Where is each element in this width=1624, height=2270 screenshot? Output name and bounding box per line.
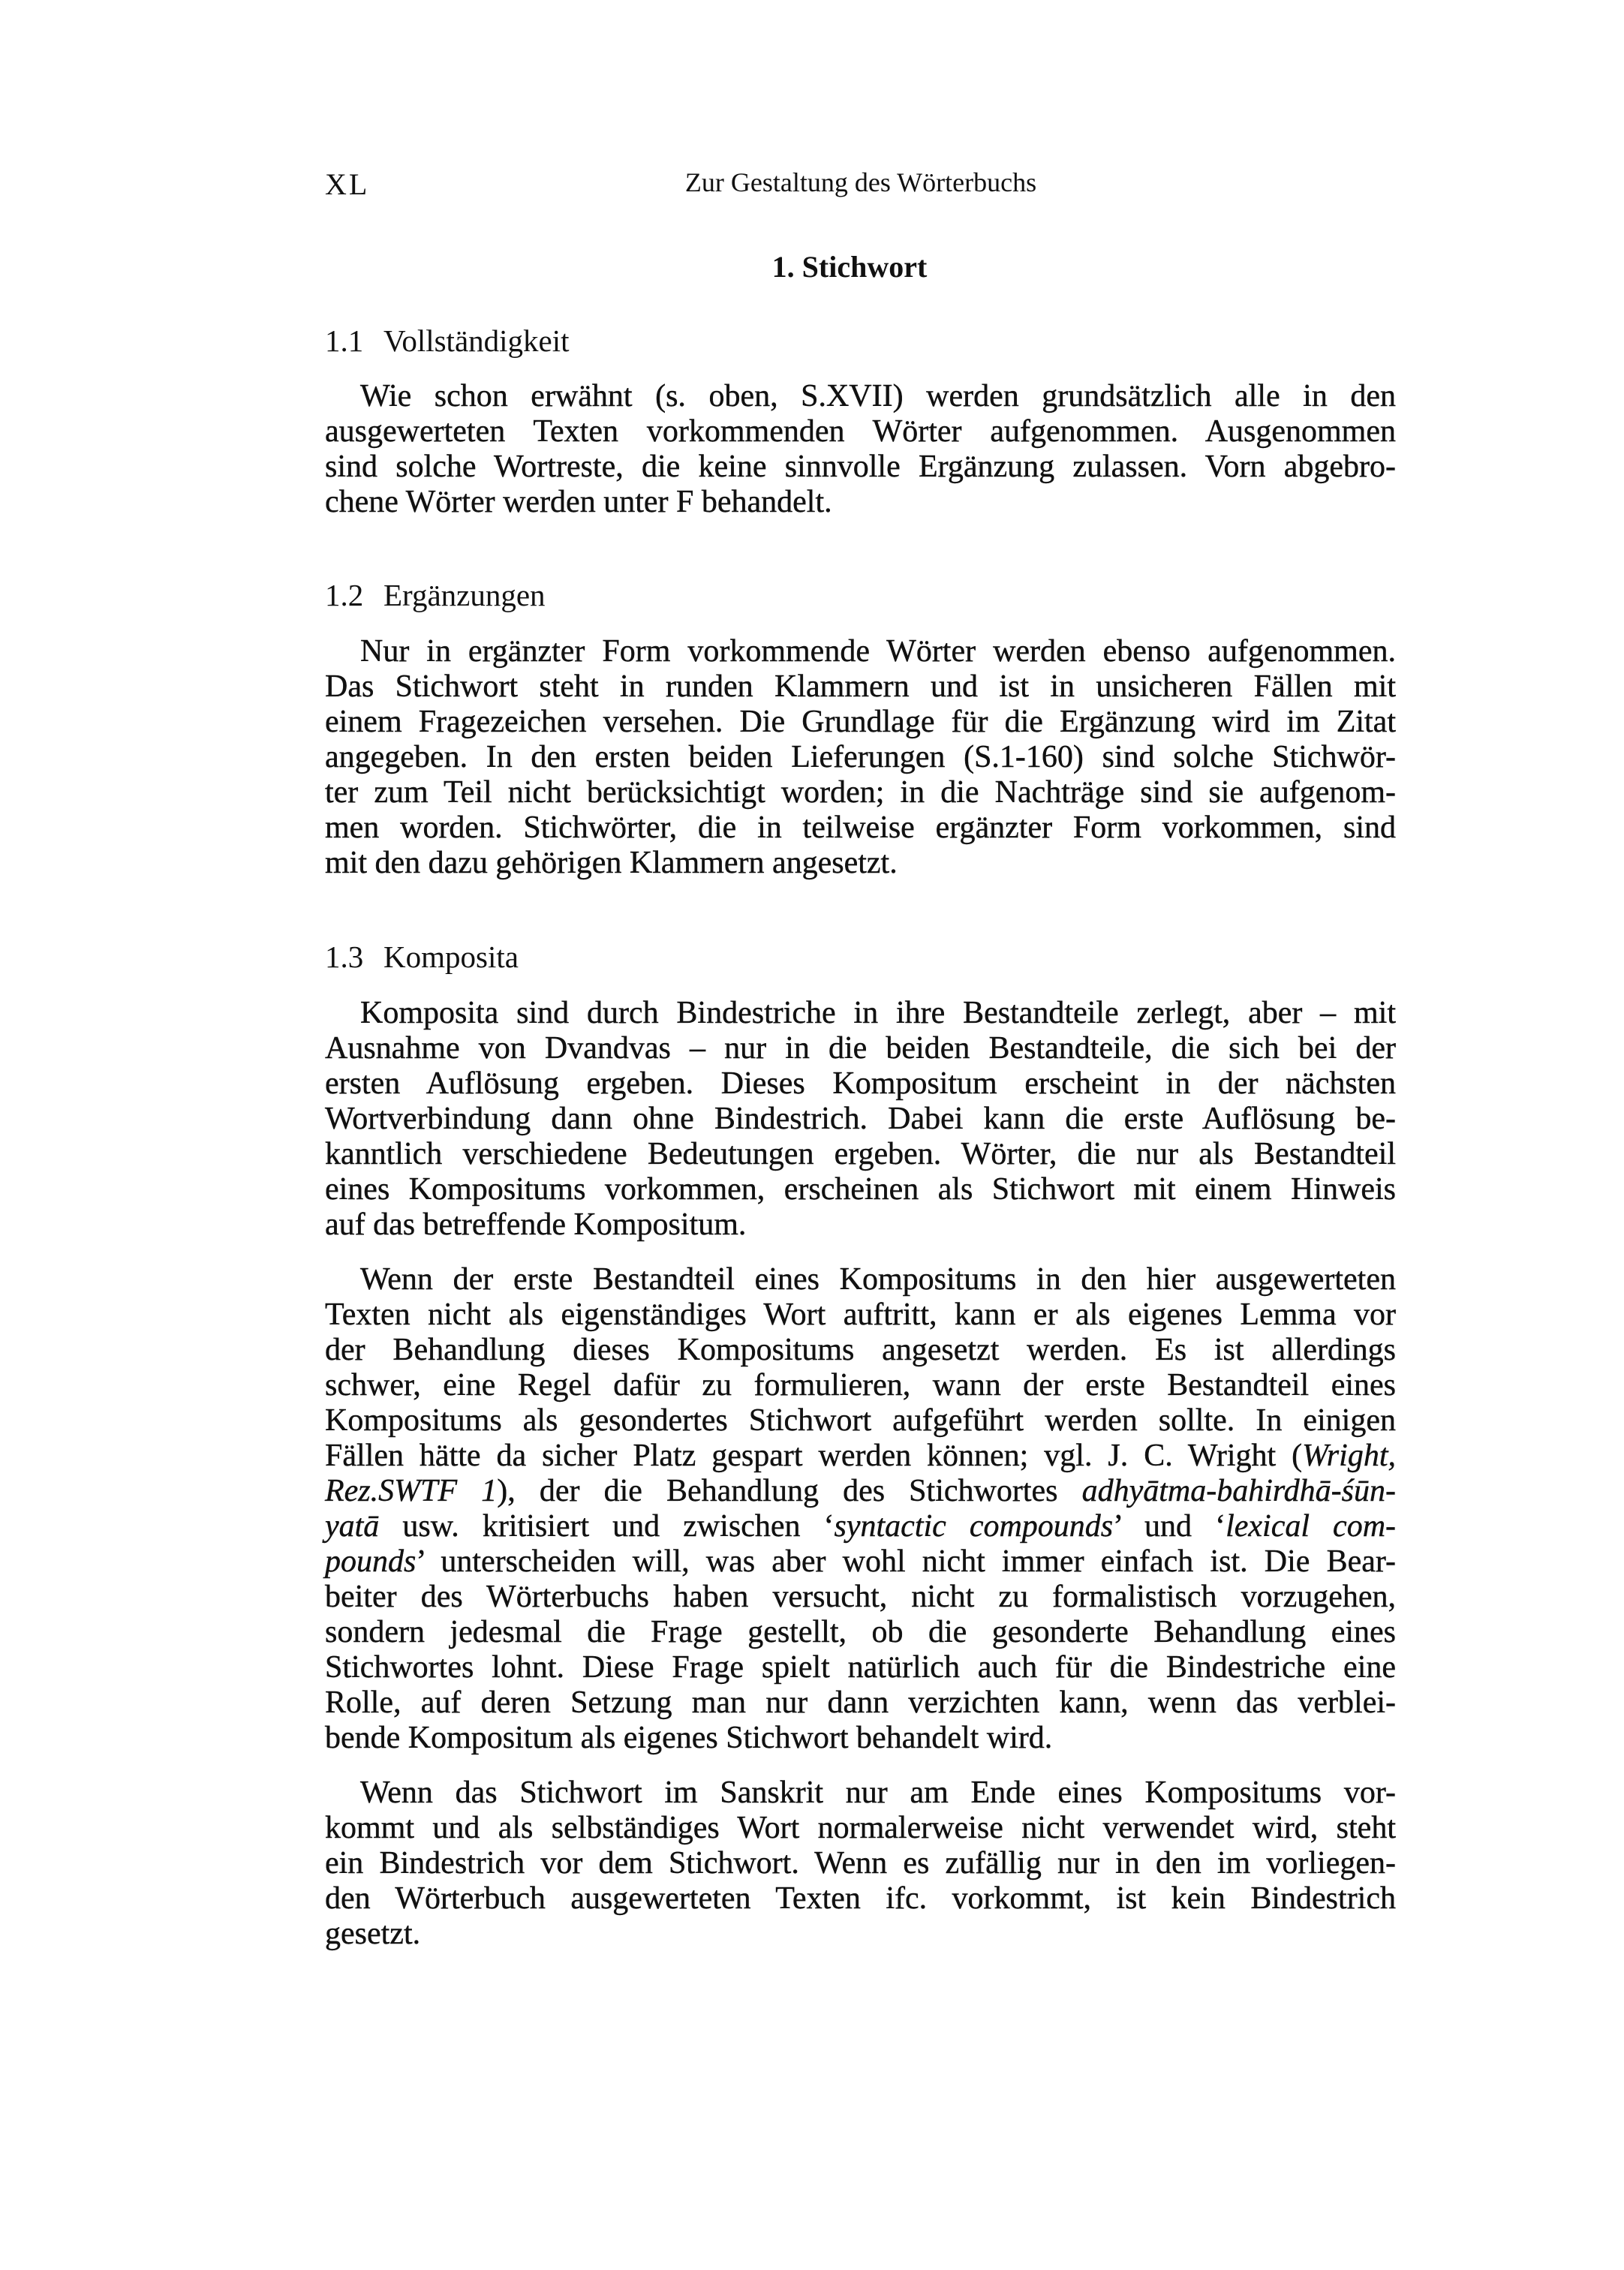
page-number: XL (325, 167, 370, 201)
italic-citation: Rez.SWTF 1 (325, 1474, 498, 1508)
text-run: ’ und ‘ (1113, 1509, 1226, 1544)
subsection-title: Ergänzungen (383, 578, 546, 612)
text-line: Kompositums als gesondertes Stichwort aufgeführt werden sollte. In einigen (325, 1403, 1396, 1438)
text-line: Wortverbindung dann ohne Bindestrich. Dabei kann die erste Auflösung be- (325, 1102, 1396, 1136)
subsection-number: 1.2 (325, 578, 364, 612)
subsection-title: Vollständigkeit (383, 323, 570, 358)
paragraph (325, 634, 1396, 881)
text-line: sondern jedesmal die Frage gestellt, ob die gesonderte Behandlung eines (325, 1615, 1396, 1649)
text-run: usw. kritisiert und zwischen ‘ (379, 1509, 835, 1544)
section-body-vollstaendigkeit (325, 379, 1396, 520)
text-line: gesetzt. (325, 1917, 421, 1951)
italic-citation: yatā (325, 1509, 380, 1544)
section-body-komposita (325, 996, 1396, 1952)
text-line: Rolle, auf deren Setzung man nur dann verzichten kann, wenn das verblei- (325, 1685, 1396, 1720)
text-run: ), der die Behandlung des Stichwortes (497, 1474, 1082, 1508)
subsection-heading-vollstaendigkeit (325, 323, 570, 359)
subsection-title: Komposita (383, 940, 519, 974)
text-line: Wie schon erwähnt (s. oben, S.XVII) werden grundsätzlich alle in den (360, 379, 1396, 413)
paragraph-gap (325, 1756, 1396, 1775)
text-line: eines Kompositums vorkommen, erscheinen als Stichwort mit einem Hinweis (325, 1172, 1396, 1207)
text-line: Das Stichwort steht in runden Klammern und ist in unsicheren Fällen mit (325, 669, 1396, 704)
text-line: auf das betreffende Kompositum. (325, 1207, 747, 1242)
text-line: sind solche Wortreste, die keine sinnvolle Ergänzung zulassen. Vorn abgebro- (325, 449, 1396, 484)
text-line: Wenn der erste Bestandteil eines Kompositums in den hier ausgewerteten (360, 1262, 1396, 1297)
text-line: mit den dazu gehörigen Klammern angesetzt. (325, 846, 898, 880)
text-line: Nur in ergänzter Form vorkommende Wörter werden ebenso aufgenommen. (360, 634, 1396, 669)
paragraph (325, 1775, 1396, 1952)
text-line: Wenn das Stichwort im Sanskrit nur am Ende eines Kompositums vor- (360, 1775, 1396, 1810)
subsection-number: 1.1 (325, 323, 364, 358)
italic-citation: Wright, (1302, 1439, 1396, 1473)
subsection-number: 1.3 (325, 940, 364, 974)
subsection-heading-komposita (325, 939, 519, 975)
text-line: ausgewerteten Texten vorkommenden Wörter aufgenommen. Ausgenommen (325, 414, 1396, 449)
text-line (325, 1509, 1396, 1544)
text-line (325, 1439, 1396, 1474)
text-line: den Wörterbuch ausgewerteten Texten ifc. vorkommt, ist kein Bindestrich (325, 1881, 1396, 1916)
text-line: einem Fragezeichen versehen. Die Grundlage für die Ergänzung wird im Zitat (325, 705, 1396, 739)
text-line: beiter des Wörterbuchs haben versucht, nicht zu formalistisch vorzugehen, (325, 1580, 1396, 1614)
running-title: Zur Gestaltung des Wörterbuchs (684, 167, 1037, 197)
section-title: 1. Stichwort (771, 250, 928, 284)
text-line: Ausnahme von Dvandvas – nur in die beiden Bestandteile, die sich bei der (325, 1031, 1396, 1066)
text-line: ein Bindestrich vor dem Stichwort. Wenn es zufällig nur in den im vorliegen- (325, 1846, 1396, 1881)
text-line: kanntlich verschiedene Bedeutungen ergeben. Wörter, die nur als Bestandteil (325, 1137, 1396, 1171)
text-line: men worden. Stichwörter, die in teilweise ergänzter Form vorkommen, sind (325, 810, 1396, 845)
text-run: ’ unterscheiden will, was aber wohl nicht immer einfach ist. Die Bear- (416, 1544, 1396, 1579)
italic-citation: pounds (325, 1544, 417, 1579)
italic-citation: lexical com- (1226, 1509, 1397, 1544)
text-line: Stichwortes lohnt. Diese Frage spielt natürlich auch für die Bindestriche eine (325, 1650, 1396, 1685)
paragraph (325, 379, 1396, 520)
text-line: schwer, eine Regel dafür zu formulieren, wann der erste Bestandteil eines (325, 1368, 1396, 1403)
section-body-ergaenzungen (325, 634, 1396, 881)
paragraph-gap (325, 1243, 1396, 1262)
italic-citation: syntactic compounds (834, 1509, 1114, 1544)
text-line: angegeben. In den ersten beiden Lieferungen (S.1-160) sind solche Stichwör- (325, 740, 1396, 774)
text-line: ersten Auflösung ergeben. Dieses Kompositum erscheint in der nächsten (325, 1066, 1396, 1101)
text-line: der Behandlung dieses Kompositums angesetzt werden. Es ist allerdings (325, 1333, 1396, 1367)
text-line: bende Kompositum als eigenes Stichwort behandelt wird. (325, 1721, 1053, 1755)
text-line: ter zum Teil nicht berücksichtigt worden; in die Nachträge sind sie aufgenom- (325, 775, 1396, 810)
text-line: chene Wörter werden unter F behandelt. (325, 485, 832, 519)
text-line: kommt und als selbständiges Wort normalerweise nicht verwendet wird, steht (325, 1811, 1396, 1845)
italic-citation: adhyātma-bahirdhā-śūn- (1081, 1474, 1396, 1508)
subsection-heading-ergaenzungen (325, 577, 546, 613)
paragraph (325, 1262, 1396, 1756)
paragraph (325, 996, 1396, 1243)
text-run: Fällen hätte da sicher Platz gespart werden können; vgl. J. C. Wright ( (325, 1439, 1303, 1473)
text-line: Texten nicht als eigenständiges Wort auftritt, kann er als eigenes Lemma vor (325, 1297, 1396, 1332)
text-line (325, 1474, 1396, 1509)
text-line (325, 1544, 1396, 1580)
text-line: Komposita sind durch Bindestriche in ihre Bestandteile zerlegt, aber – mit (360, 996, 1396, 1030)
